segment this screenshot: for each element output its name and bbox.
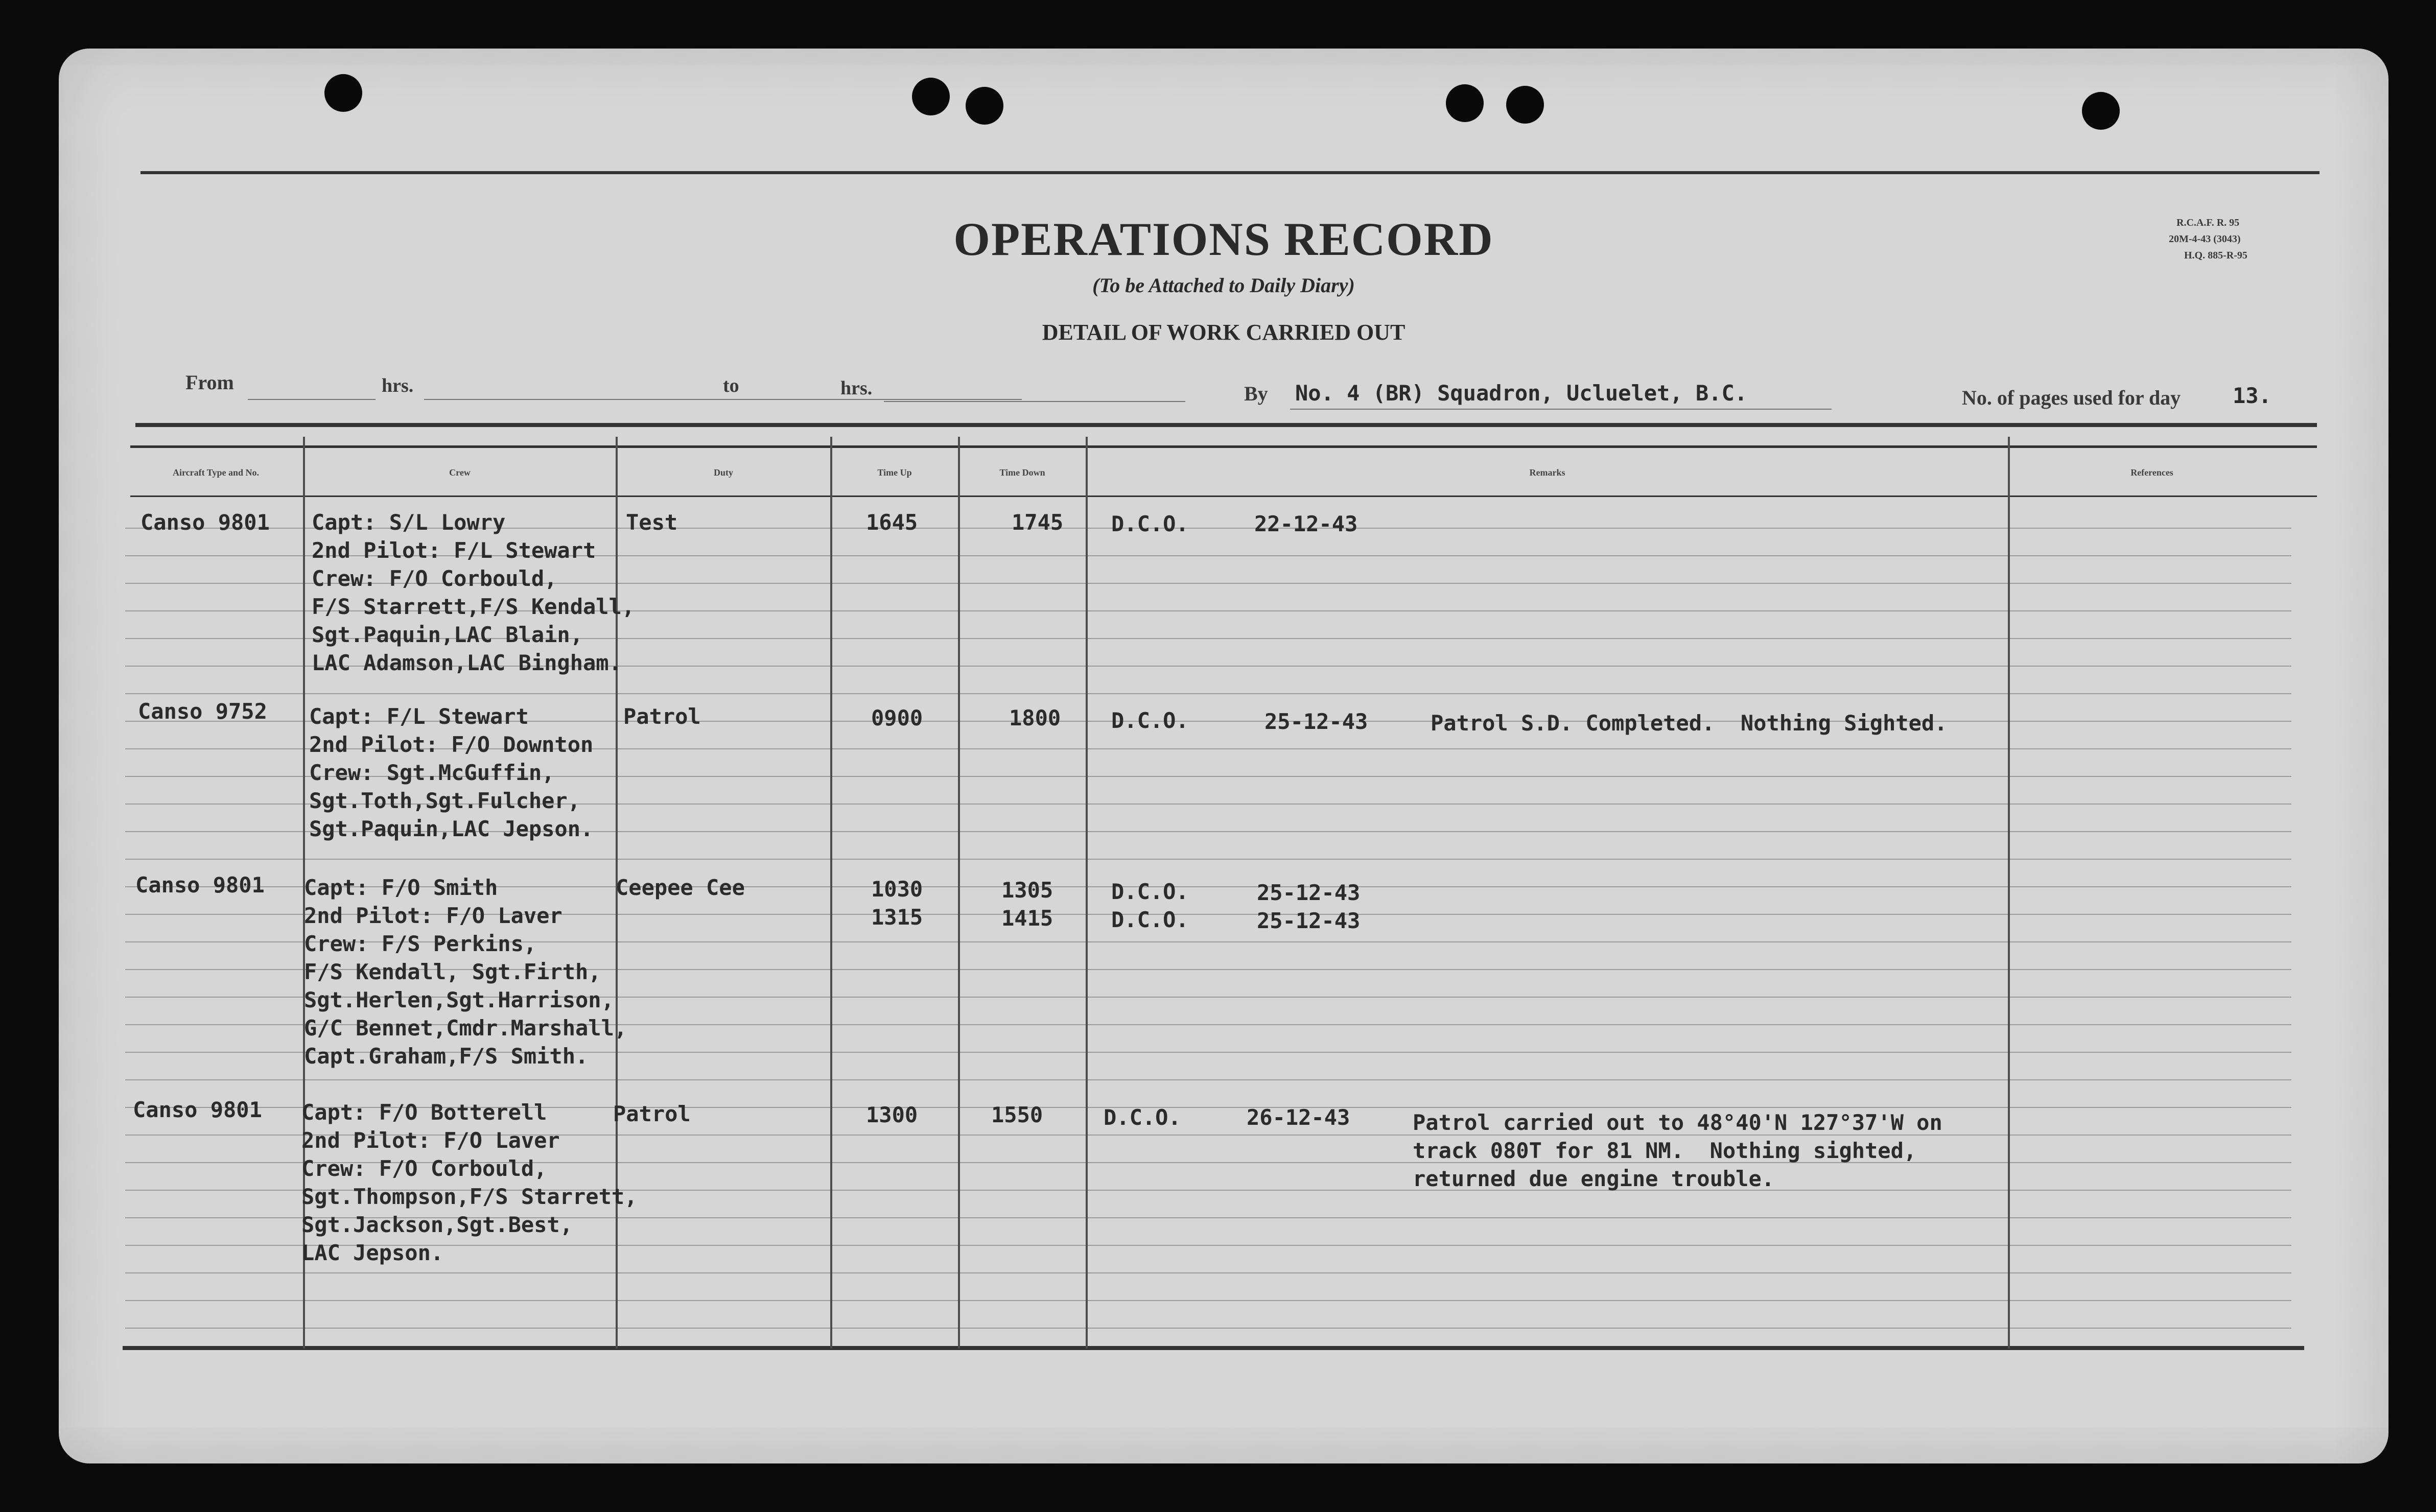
form-code-3: H.Q. 885-R-95 <box>2184 250 2247 261</box>
punch-hole-1 <box>324 74 362 112</box>
col-head-time-down: Time Down <box>999 467 1045 478</box>
entry-2-crew-line: Capt: F/L Stewart <box>309 704 529 729</box>
entry-3-date: 25-12-43 <box>1257 908 1361 933</box>
entry-3-crew-line: F/S Kendall, Sgt.Firth, <box>304 959 601 984</box>
entry-3-time-down: 1305 <box>1001 878 1053 903</box>
entry-4-date: 26-12-43 <box>1247 1105 1350 1130</box>
col-divider-5 <box>1086 437 1088 1349</box>
entry-4-crew-line: LAC Jepson. <box>301 1240 444 1265</box>
page-title: OPERATIONS RECORD <box>953 213 1494 265</box>
entry-1-duty: Test <box>626 510 678 535</box>
entry-1-time-down: 1745 <box>1012 510 1064 535</box>
from-blank-2 <box>424 399 1022 400</box>
hrs-label-2: hrs. <box>840 377 873 399</box>
entry-3-date: 25-12-43 <box>1257 880 1361 905</box>
entry-4-dco: D.C.O. <box>1104 1105 1181 1130</box>
entry-3-crew-line: Capt.Graham,F/S Smith. <box>304 1044 589 1069</box>
to-label: to <box>723 375 739 396</box>
ruled-line <box>125 1079 2291 1080</box>
col-head-aircraft: Aircraft Type and No. <box>173 467 259 478</box>
entry-3-time-down: 1415 <box>1001 906 1053 931</box>
detail-heading: DETAIL OF WORK CARRIED OUT <box>1042 320 1406 345</box>
ruled-line <box>125 1272 2291 1273</box>
entry-4-time-up: 1300 <box>866 1102 918 1127</box>
entry-1-crew-line: Sgt.Paquin,LAC Blain, <box>312 622 583 647</box>
entry-1-dco: D.C.O. <box>1111 511 1189 536</box>
hrs-label-1: hrs. <box>382 375 414 396</box>
entry-3-crew-line: Crew: F/S Perkins, <box>304 931 537 956</box>
entry-1-crew-line: Crew: F/O Corbould, <box>312 566 557 591</box>
entry-1-crew-line: Capt: S/L Lowry <box>312 510 506 535</box>
entry-4-crew-line: 2nd Pilot: F/O Laver <box>301 1128 560 1153</box>
col-head-time-up: Time Up <box>877 467 912 478</box>
punch-hole-5 <box>1506 86 1544 124</box>
page-subtitle: (To be Attached to Daily Diary) <box>1092 274 1355 297</box>
form-code-2: 20M-4-43 (3043) <box>2169 233 2241 245</box>
from-blank-1 <box>248 399 376 400</box>
pages-value: 13. <box>2233 383 2271 408</box>
entry-4-crew-line: Crew: F/O Corbould, <box>301 1156 547 1181</box>
entry-4-remark-line: Patrol carried out to 48°40'N 127°37'W on <box>1413 1110 1942 1135</box>
col-divider-6 <box>2008 437 2010 1349</box>
entry-2-crew-line: 2nd Pilot: F/O Downton <box>309 732 594 757</box>
entry-4-crew-line: Sgt.Jackson,Sgt.Best, <box>301 1212 573 1237</box>
by-label: By <box>1244 382 1268 405</box>
entry-1-aircraft: Canso 9801 <box>140 510 270 535</box>
to-blank <box>884 401 1185 402</box>
entry-4-remark-line: returned due engine trouble. <box>1413 1166 1775 1191</box>
entry-2-aircraft: Canso 9752 <box>138 699 267 724</box>
entry-3-crew-line: Sgt.Herlen,Sgt.Harrison, <box>304 987 614 1012</box>
entry-3-time-up: 1315 <box>871 905 923 930</box>
ruled-line <box>125 859 2291 860</box>
by-blank <box>1290 409 1832 410</box>
col-head-references: References <box>2130 467 2173 478</box>
table-header-rule-2 <box>130 495 2317 497</box>
squadron-name: No. 4 (BR) Squadron, Ucluelet, B.C. <box>1295 381 1748 406</box>
from-label: From <box>185 371 234 394</box>
ruled-line <box>125 1245 2291 1246</box>
entry-1-crew-line: 2nd Pilot: F/L Stewart <box>312 538 596 563</box>
col-head-crew: Crew <box>449 467 471 478</box>
table-top-rule <box>135 423 2317 427</box>
entry-2-dco: D.C.O. <box>1111 708 1189 733</box>
ruled-line <box>125 1328 2291 1329</box>
punch-hole-2 <box>912 78 950 115</box>
entry-3-dco: D.C.O. <box>1111 879 1189 904</box>
table-bottom-rule <box>123 1346 2304 1350</box>
table-header-rule-1 <box>130 445 2317 448</box>
entry-4-remark-line: track 080T for 81 NM. Nothing sighted, <box>1413 1138 1917 1163</box>
entry-2-crew-line: Crew: Sgt.McGuffin, <box>309 760 555 785</box>
entry-4-crew-line: Sgt.Thompson,F/S Starrett, <box>301 1184 638 1209</box>
entry-3-crew-line: 2nd Pilot: F/O Laver <box>304 903 563 928</box>
entry-3-dco: D.C.O. <box>1111 907 1189 932</box>
entry-4-crew-line: Capt: F/O Botterell <box>301 1100 547 1125</box>
form-code-1: R.C.A.F. R. 95 <box>2176 217 2240 228</box>
entry-3-aircraft: Canso 9801 <box>135 872 265 897</box>
entry-2-crew-line: Sgt.Toth,Sgt.Fulcher, <box>309 788 581 813</box>
entry-3-crew-line: G/C Bennet,Cmdr.Marshall, <box>304 1015 627 1041</box>
entry-1-crew-line: F/S Starrett,F/S Kendall, <box>312 594 635 619</box>
entry-2-date: 25-12-43 <box>1264 709 1368 734</box>
entry-2-crew-line: Sgt.Paquin,LAC Jepson. <box>309 816 594 841</box>
col-divider-3 <box>830 437 832 1349</box>
col-head-remarks: Remarks <box>1529 467 1565 478</box>
entry-1-date: 22-12-43 <box>1254 511 1358 536</box>
pages-label: No. of pages used for day <box>1962 386 2181 409</box>
entry-4-aircraft: Canso 9801 <box>133 1097 262 1122</box>
entry-2-time-up: 0900 <box>871 705 923 730</box>
punch-hole-3 <box>966 87 1003 125</box>
punch-hole-4 <box>1446 84 1484 122</box>
entry-2-duty: Patrol <box>623 704 701 729</box>
entry-4-duty: Patrol <box>613 1101 691 1126</box>
operations-record-card <box>59 49 2388 1463</box>
ruled-line <box>125 1300 2291 1301</box>
entry-3-time-up: 1030 <box>871 877 923 902</box>
entry-1-time-up: 1645 <box>866 510 918 535</box>
col-head-duty: Duty <box>713 467 733 478</box>
entry-4-time-down: 1550 <box>991 1102 1043 1127</box>
col-divider-4 <box>958 437 960 1349</box>
ruled-line <box>125 693 2291 694</box>
top-rule <box>140 171 2320 174</box>
entry-2-time-down: 1800 <box>1009 705 1061 730</box>
entry-2-remark-line: Patrol S.D. Completed. Nothing Sighted. <box>1431 711 1948 736</box>
punch-hole-6 <box>2082 92 2120 130</box>
entry-3-duty: Ceepee Cee <box>616 875 745 900</box>
entry-1-crew-line: LAC Adamson,LAC Bingham. <box>312 650 622 675</box>
entry-3-crew-line: Capt: F/O Smith <box>304 875 498 900</box>
